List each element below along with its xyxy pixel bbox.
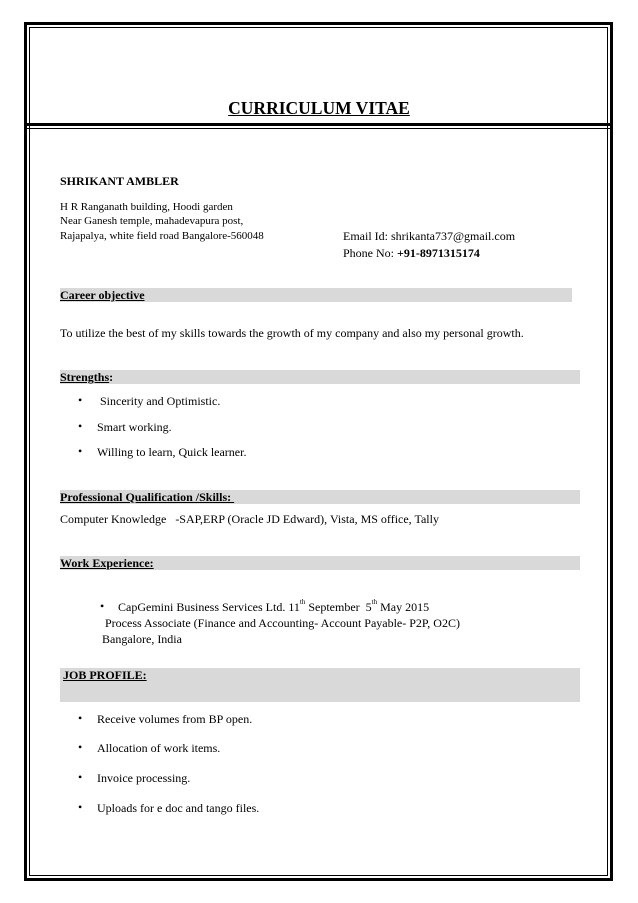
phone-number: +91-8971315174	[397, 246, 480, 260]
bullet-icon: •	[78, 444, 83, 458]
bullet-icon: •	[100, 599, 105, 613]
career-heading: Career objective	[60, 288, 145, 302]
title-divider	[26, 123, 612, 126]
address-line-1: H R Ranganath building, Hoodi garden	[60, 201, 233, 213]
phone-line	[343, 246, 480, 261]
bullet-icon: •	[78, 393, 83, 407]
work-location: Bangalore, India	[102, 632, 182, 646]
document-title: CURRICULUM VITAE	[228, 98, 410, 118]
phone-label: Phone No:	[343, 246, 397, 260]
qualification-heading: Professional Qualification /Skills:	[60, 490, 235, 504]
career-text: To utilize the best of my skills towards the growth of my company and also my personal growth.	[60, 326, 524, 340]
bullet-icon: •	[78, 711, 83, 725]
strength-item: Willing to learn, Quick learner.	[97, 445, 247, 459]
strengths-heading-bar	[60, 370, 580, 384]
strength-item: Sincerity and Optimistic.	[100, 394, 221, 408]
job-profile-item: Receive volumes from BP open.	[97, 712, 253, 726]
bullet-icon: •	[78, 770, 83, 784]
title-divider-thin	[26, 128, 612, 129]
job-profile-heading: JOB PROFILE:	[63, 668, 147, 682]
work-company-line	[118, 600, 429, 615]
work-company: CapGemini Business Services Ltd. 11	[118, 600, 300, 614]
strengths-heading	[60, 370, 113, 384]
work-date-end: May 2015	[377, 600, 430, 614]
strengths-colon: :	[109, 370, 114, 384]
email-label: Email Id:	[343, 229, 391, 243]
work-date-mid: September 5	[305, 600, 372, 614]
bullet-icon: •	[78, 740, 83, 754]
date-suffix: th	[299, 598, 306, 606]
email-address[interactable]: shrikanta737@gmail.com	[391, 229, 516, 243]
work-heading: Work Experience:	[60, 556, 154, 570]
work-role: Process Associate (Finance and Accounting- Account Payable- P2P, O2C)	[105, 616, 460, 630]
address-line-2: Near Ganesh temple, mahadevapura post,	[60, 215, 244, 227]
job-profile-item: Invoice processing.	[97, 771, 191, 785]
candidate-name: SHRIKANT AMBLER	[60, 174, 179, 188]
email-line	[343, 229, 515, 244]
qualification-text: Computer Knowledge -SAP,ERP (Oracle JD Edward), Vista, MS office, Tally	[60, 512, 439, 526]
bullet-icon: •	[78, 800, 83, 814]
bullet-icon: •	[78, 419, 83, 433]
strengths-heading-text: Strengths	[60, 370, 110, 384]
strength-item: Smart working.	[97, 420, 172, 434]
date-suffix: th	[371, 598, 378, 606]
job-profile-item: Uploads for e doc and tango files.	[97, 801, 260, 815]
address-line-3: Rajapalya, white field road Bangalore-560048	[60, 230, 264, 242]
job-profile-item: Allocation of work items.	[97, 741, 221, 755]
